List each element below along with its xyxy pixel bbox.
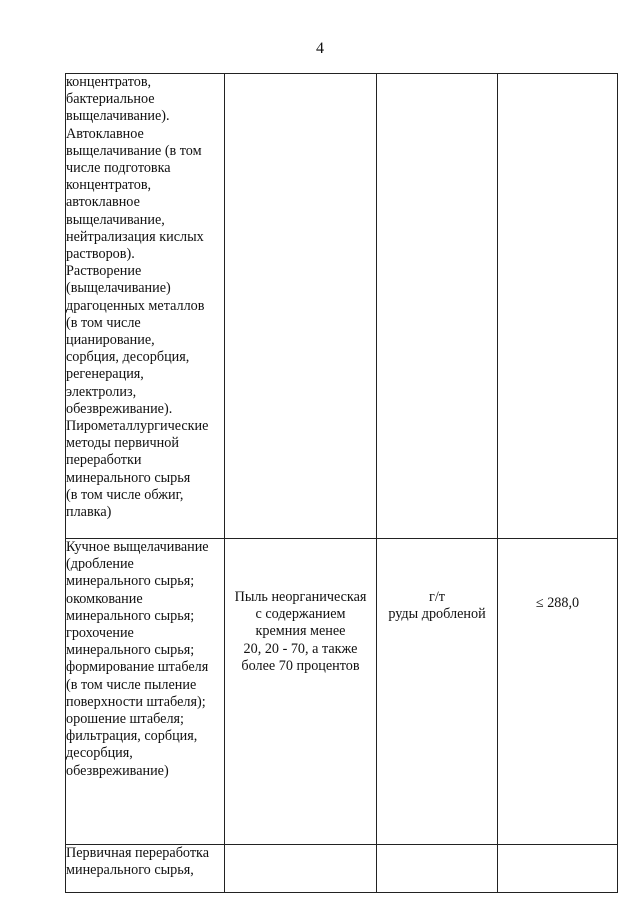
cell-text-line: Первичная переработка bbox=[66, 845, 209, 861]
pollutant-cell bbox=[225, 845, 377, 893]
cell-text-line: минерального сырья; bbox=[66, 642, 195, 659]
unit-cell bbox=[377, 74, 498, 539]
cell-text-line: поверхности штабеля); bbox=[66, 693, 206, 710]
cell-text-line: электролиз, bbox=[66, 383, 137, 400]
cell-text-line: выщелачивание (в том bbox=[66, 142, 202, 159]
cell-text-line: минерального сырья; bbox=[66, 573, 195, 590]
cell-text-line: числе подготовка bbox=[66, 160, 171, 177]
cell-text-line: руды дробленой bbox=[388, 606, 486, 623]
cell-text-line: более 70 процентов bbox=[241, 657, 360, 674]
process-cell bbox=[66, 539, 225, 845]
cell-text-line: нейтрализация кислых bbox=[66, 228, 204, 245]
table-row bbox=[66, 539, 618, 845]
value-cell: ≤ 288,0 bbox=[498, 539, 618, 845]
pollutant-cell bbox=[225, 539, 377, 845]
cell-text-line: (дробление bbox=[66, 556, 134, 573]
cell-text-line: выщелачивание, bbox=[66, 211, 165, 228]
table-row bbox=[66, 845, 618, 893]
cell-text-line: драгоценных металлов bbox=[66, 297, 205, 314]
cell-text-line: переработки bbox=[66, 452, 142, 469]
cell-text-line: (в том числе bbox=[66, 314, 141, 331]
cell-text-line: (в том числе пыление bbox=[66, 676, 197, 693]
cell-text-line: (выщелачивание) bbox=[66, 280, 171, 297]
cell-text-line: выщелачивание). bbox=[66, 108, 170, 125]
cell-text-line: формирование штабеля bbox=[66, 659, 209, 676]
cell-text-line: Кучное выщелачивание bbox=[66, 539, 209, 555]
process-emissions-table bbox=[65, 73, 618, 893]
cell-text-line: минерального сырья; bbox=[66, 607, 195, 624]
unit-cell bbox=[377, 539, 498, 845]
cell-text-line: сорбция, десорбция, bbox=[66, 349, 190, 366]
cell-text-line: Растворение bbox=[66, 263, 142, 280]
cell-text-line: концентратов, bbox=[66, 74, 152, 90]
cell-text-line: автоклавное bbox=[66, 194, 140, 211]
cell-text-line: обезвреживание) bbox=[66, 762, 169, 779]
pollutant-cell bbox=[225, 74, 377, 539]
unit-cell bbox=[377, 845, 498, 893]
table-row bbox=[66, 74, 618, 539]
page-number: 4 bbox=[316, 40, 324, 57]
cell-text-line: десорбция, bbox=[66, 745, 133, 762]
cell-text-line: орошение штабеля; bbox=[66, 711, 185, 728]
cell-text-line: кремния менее bbox=[255, 623, 346, 640]
cell-text-line: (в том числе обжиг, bbox=[66, 486, 184, 503]
cell-text-line: с содержанием bbox=[255, 606, 346, 623]
cell-text-line: плавка) bbox=[66, 504, 112, 521]
cell-text-line: концентратов, bbox=[66, 177, 152, 194]
cell-text-line: обезвреживание). bbox=[66, 400, 173, 417]
cell-text-line: методы первичной bbox=[66, 435, 179, 452]
process-cell bbox=[66, 74, 225, 539]
cell-text-line: окомкование bbox=[66, 590, 143, 607]
cell-text-line: регенерация, bbox=[66, 366, 144, 383]
cell-text-line: минерального сырья, bbox=[66, 862, 194, 879]
process-cell bbox=[66, 845, 225, 893]
cell-text-line: Пирометаллургические bbox=[66, 418, 209, 435]
cell-text-line: 20, 20 - 70, а также bbox=[243, 640, 358, 657]
cell-text-line: растворов). bbox=[66, 246, 135, 263]
cell-text-line: цианирование, bbox=[66, 332, 155, 349]
cell-text-line: г/т bbox=[429, 589, 445, 605]
cell-text-line: бактериальное bbox=[66, 91, 155, 108]
cell-text-line: Пыль неорганическая bbox=[234, 589, 367, 605]
cell-text-line: минерального сырья bbox=[66, 469, 191, 486]
value-cell bbox=[498, 845, 618, 893]
value-cell bbox=[498, 74, 618, 539]
cell-text-line: фильтрация, сорбция, bbox=[66, 728, 198, 745]
cell-text-line: грохочение bbox=[66, 625, 134, 642]
cell-text-line: Автоклавное bbox=[66, 125, 144, 142]
